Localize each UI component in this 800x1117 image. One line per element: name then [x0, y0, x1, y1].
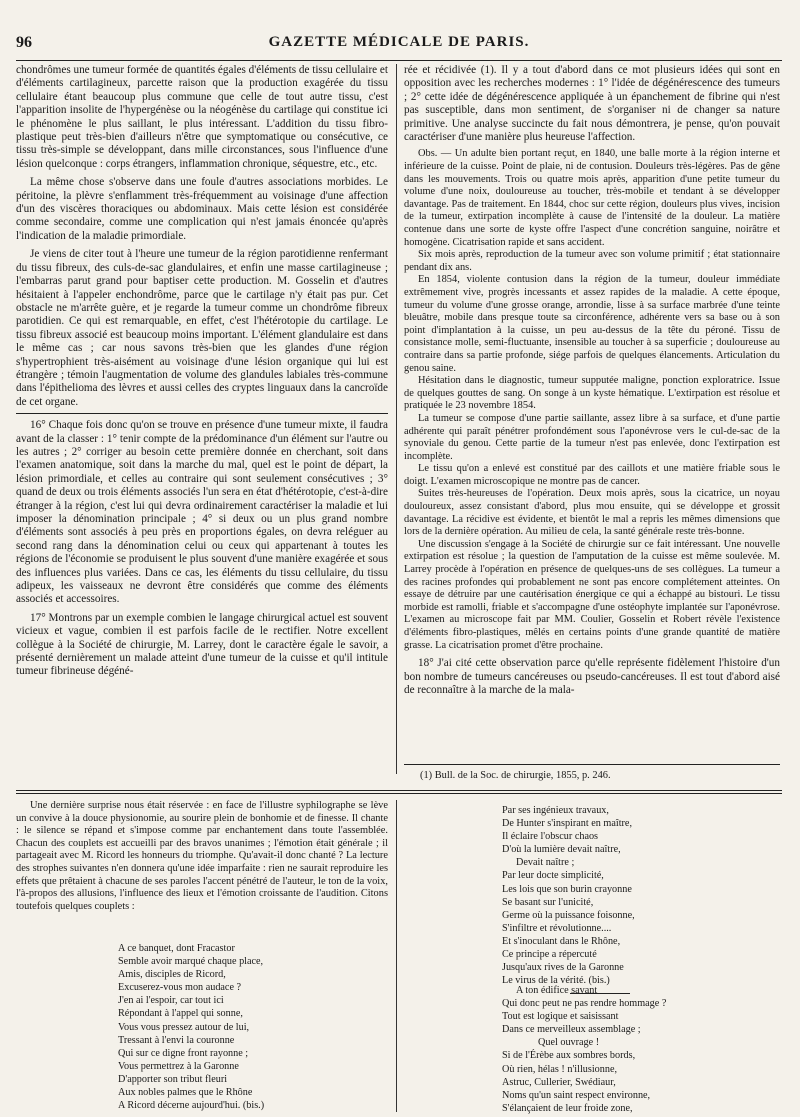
- page-header: [16, 34, 782, 58]
- verse-line: Par ses ingénieux travaux,: [502, 805, 609, 816]
- observation-paragraph: La tumeur se compose d'une partie saillante, assez libre à sa surface, et d'une partie adhérente qui paraît pénétrer profondément sous l'aponévrose vers le cul-de-sac de la synoviale du genou. Cette partie de la tumeur n'est pas enlevée, donc l'extirpation est incomplète.: [404, 412, 780, 462]
- paragraph: chondrômes une tumeur formée de quantités égales d'éléments de tissu cellulaire et d'éléments cartilagineux, parcette raison que la production exagérée du tissu cellulaire étant beaucoup plus commune que celle de tout autre tissu, c'est l'apparition insolite de l'hypergénèse ou la néogénèse du cartilage qui constitue ici le phénomène le plus saillant, le plus intéressant. L'addition du tissu fibro-plastique peut très-bien d'ailleurs n'être que symptomatique ou consécutive, ce tissu très-simple se développant, dans mille circonstances, sous l'influence d'une lésion quelconque : corps étrangers, inflammation chronique, séquestre, etc., etc.: [16, 64, 389, 170]
- verse-line: Dans ce merveilleux assemblage ;: [502, 1024, 641, 1036]
- left-column: [16, 64, 388, 679]
- verse-line: Astruc, Cullerier, Swédiaur,: [502, 1076, 616, 1088]
- feuilleton-paragraph: Une dernière surprise nous était réservée : en face de l'illustre syphilographe se lève un convive à la douce physionomie, au sourire plein de bonhomie et de finesse. Il chante : le silence se répand et s'impose comme par enchantement dans toute l'assemblée. Chacun des couplets est accueilli par des bravos unanimes ; l'émotion était générale ; il partageait avec M. Ricord les honneurs du triomphe. Qu'avait-il donc chanté ? La lecture des strophes suivantes n'en donnera qu'une idée imparfaite : rien ne saurait reproduire les effets que prêtaient à chacune de ses paroles l'accent pénétré de l'auteur, le ton de la voix, l'à-propos des allusions, l'influence des lieux et l'émotion croissante de l'audition. Citons toutefois quelques couplets :: [16, 800, 388, 912]
- journal-title: GAZETTE MÉDICALE DE PARIS.: [268, 34, 530, 50]
- observation-block: [404, 148, 780, 652]
- footnote: (1) Bull. de la Soc. de chirurgie, 1855, p. 246.: [420, 770, 611, 781]
- verse-line: A Ricord décerne aujourd'hui. (bis.): [118, 1100, 265, 1112]
- verse-line: D'apporter son tribut fleuri: [118, 1073, 228, 1085]
- verse-line: Semble avoir marqué chaque place,: [118, 956, 264, 968]
- verse-line: Jusqu'aux rives de la Garonne: [502, 962, 624, 974]
- verse-line: Germe où la puissance foisonne,: [502, 909, 635, 921]
- verse-line: Ce principe a répercuté: [502, 949, 597, 961]
- paragraph: Je viens de citer tout à l'heure une tumeur de la région parotidienne renfermant du tissu fibreux, des culs-de-sac glandulaires, et enfin une masse cartilagineuse ; l'embarras parut grand pour baptiser cette production. M. Gosselin et d'autres hésitaient à l'appeler enchondrôme, parce que le cartilage n'y était pas pur. Cet obstacle ne m'arrête guère, et je regarde la tumeur comme un chondrôme fibreux parotidien. Ce qui est remarquable, en effet, c'est l'hétérotopie du cartilage. Le tissu fibreux associé est beaucoup moins important. L'élément glandulaire est dans le même cas ; car nous savons très-bien que les glandes d'une région s'hypertrophient très-aisément au voisinage d'une lésion organique qui lui est étrangère ; témoin l'augmentation de volume des glandules labiales très-commune dans l'épithelioma des lèvres et aussi celles des cryptes linguaux dans la cancroïde de cet organe.: [16, 248, 388, 408]
- verse-line: Devait naître ;: [516, 857, 575, 869]
- verse-line: S'infiltre et révolutionne....: [502, 922, 612, 934]
- verse-line: Le virus de la vérité. (bis.): [502, 975, 610, 987]
- observation-paragraph: En 1854, violente contusion dans la région de la tumeur, douleur immédiate extrêmement vive, progrès incessants et assez rapides de la maladie. A cette époque, tumeur du volume d'une grosse orange, arrondie, lisse à sa surface marbrée d'une teinte bleuâtre, mobile dans presque toute sa circonférence, adhérente vers sa base ou à son point d'implantation à la cuisse, un peu au-dessus de la tête du péroné. Tissu de consistance molle, semi-fluctuante, insensible au toucher à sa superficie ; douloureuse au contraire dans sa partie profonde, siége parfois de quelques élancements. Articulation du genou saine.: [404, 274, 780, 374]
- observation-paragraph: Obs. — Un adulte bien portant reçut, en 1840, une balle morte à la région interne et inférieure de la cuisse. Point de plaie, ni de contusion. Douleurs très-légères. Pas de gêne dans les mouvements. Trois ou quatre mois après, apparition d'une petite tumeur du volume d'une noix, douloureuse au toucher, très-mobile et tendant à se développer davantage. Pas de traitement. En 1844, choc sur cette région, douleurs plus vives, incision de la tumeur, extirpation incomplète à cause de l'intensité de la douleur. La matière contenue dans une sorte de kyste offre l'aspect d'une concrétion sanguine, noirâtre et homogène. Cicatrisation rapide et sans accident.: [404, 148, 780, 248]
- verse-line: Se basant sur l'unicité,: [502, 896, 594, 908]
- verse-line: Et s'inoculant dans le Rhône,: [502, 935, 621, 947]
- feuilleton-divider: [396, 800, 397, 1112]
- paragraph: 18° J'ai cité cette observation parce qu'elle représente fidèlement l'histoire d'un bon nombre de tumeurs cancéreuses ou pseudo-cancéreuses. Il est tout d'abord aisé de reconnaître à la marche de la mala-: [404, 657, 780, 696]
- verse-line: Aux nobles palmes que le Rhône: [118, 1087, 253, 1099]
- feuilleton-prose: [16, 800, 388, 913]
- paragraph: La même chose s'observe dans une foule d'autres associations morbides. Le péritoine, la plèvre s'enflamment très-fréquemment au voisinage d'une affection d'un des viscères thoraciques ou abdominaux. Mais cette lésion est considérée comme secondaire, comme une complication qui n'est jamais énoncée qu'après l'indication de la maladie primordiale.: [16, 176, 388, 242]
- stanza-1: [118, 942, 388, 1112]
- verse-line: Répondant à l'appel qui sonne,: [118, 1008, 243, 1020]
- observation-paragraph: Le tissu qu'on a enlevé est constitué par des caillots et une matière friable sous le doigt. L'examen microscopique ne montre pas de cancer.: [404, 463, 780, 487]
- footnote-rule: [404, 764, 780, 765]
- verse-line: Où rien, hélas ! n'illusionne,: [502, 1063, 618, 1075]
- verse-line: Il éclaire l'obscur chaos: [502, 831, 599, 843]
- verse-line: Par leur docte simplicité,: [502, 870, 604, 882]
- observation-paragraph: Hésitation dans le diagnostic, tumeur supputée maligne, ponction exploratrice. Issue de quelques gouttes de sang. On songe à un kyste hématique. L'extirpation est résolue et pratiquée le 23 novembre 1854.: [404, 375, 780, 412]
- feuilleton-rule: [16, 790, 782, 791]
- stanza-3: [502, 984, 782, 1115]
- column-divider: [396, 64, 397, 774]
- verse-line: Tressant à l'envi la couronne: [118, 1034, 235, 1046]
- verse-line: Vous permettrez à la Garonne: [118, 1060, 239, 1072]
- verse-line: S'élançaient de leur froide zone,: [502, 1102, 633, 1114]
- verse-line: J'en ai l'espoir, car tout ici: [118, 995, 224, 1007]
- verse-line: Si de l'Érèbe aux sombres bords,: [502, 1050, 636, 1062]
- section-rule: [16, 413, 388, 414]
- verse-line: Excuserez-vous mon audace ?: [118, 982, 242, 994]
- right-column: [404, 64, 780, 697]
- verse-line: A ton édifice savant: [516, 985, 598, 996]
- feuilleton-rule-2: [16, 793, 782, 794]
- header-rule: [16, 60, 782, 61]
- verse-line: Amis, disciples de Ricord,: [118, 969, 226, 981]
- verse-line: Quel ouvrage !: [538, 1037, 600, 1049]
- verse-line: D'où la lumière devait naître,: [502, 844, 621, 856]
- paragraph: 16° Chaque fois donc qu'on se trouve en présence d'une tumeur mixte, il faudra avant de la classer : 1° tenir compte de la prédominance d'un élément sur l'autre ou les autres ; 2° corriger au besoin cette première donnée en cherchant, soit dans l'examen anatomique, soit dans la marche du mal, quel est le point de départ, la lésion primordiale, et celles au contraire qui sont seulement consécutives ; 3° quand de deux ou trois éléments associés l'un sera en état d'hétérotopie, c'est-à-dire étranger à la région, c'est lui qui devra ordinairement caractériser la maladie et lui imposer la dénomination principale ; 4° si deux ou un plus grand nombre d'éléments sont associés à peu près en proportions égales, on devra reléguer au second rang dans la dénomination celui ou ceux qui appartenant à toutes les régions de l'économie se produisent le plus souvent d'une manière exagérée et sous des influences plus variées. Dans ce cas, les éléments du tissu cellulaire, du tissu adipeux, les vaisseaux ne devront être considérés que comme des éléments associés et accessoires.: [16, 419, 388, 606]
- verse-line: Qui sur ce digne front rayonne ;: [118, 1047, 249, 1059]
- verse-line: Tout est logique et saisissant: [502, 1011, 619, 1023]
- verse-line: Qui donc peut ne pas rendre hommage ?: [502, 998, 667, 1010]
- verse-line: Vous vous pressez autour de lui,: [118, 1021, 250, 1033]
- verse-line: Les lois que son burin crayonne: [502, 883, 632, 895]
- paragraph: 17° Montrons par un exemple combien le langage chirurgical actuel est souvent vicieux et vague, combien il est parfois facile de le rectifier. Notre excellent collègue à la Société de chirurgie, M. Larrey, dont le caractère égale le savoir, a présenté dernièrement un malade atteint d'une tumeur de la cuisse et qu'il intitule tumeur fibrineuse dégéné-: [16, 611, 388, 678]
- verse-line: A ce banquet, dont Fracastor: [118, 943, 235, 954]
- observation-paragraph: Six mois après, reproduction de la tumeur avec son volume primitif ; état stationnaire pendant dix ans.: [404, 249, 780, 273]
- stanza-2: [502, 804, 782, 987]
- verse-line: Noms qu'un saint respect environne,: [502, 1089, 651, 1101]
- verse-line: De Hunter s'inspirant en maître,: [502, 818, 632, 830]
- paragraph: rée et récidivée (1). Il y a tout d'abord dans ce mot plusieurs idées qui sont en opposition avec les recherches modernes : 1° l'idée de dégénérescence des tumeurs ; 2° cette idée de dégénérescence appliquée à un épanchement de fibrine qui n'est pas susceptible, dans mon sentiment, de s'organiser ni de changer sa nature primitive. Une analyse succincte du fait nous démontrera, je pense, qu'on pouvait caractériser d'une manière plus heureuse l'affection.: [404, 64, 780, 144]
- page-number: 96: [16, 34, 32, 51]
- observation-paragraph: Une discussion s'engage à la Société de chirurgie sur ce fait intéressant. Une nouvelle extirpation est résolue ; la question de l'amputation de la cuisse est même soulevée. M. Larrey procède à l'opération en présence de quelques-uns de ses collègues. La tumeur a des racines profondes qui probablement ne sont pas encore complétement atteintes. On essaye de détruire par une cautérisation énergique ce qui a échappé au bistouri. Le tissu morbide est ramolli, friable et s'accompagne d'une ostéophyte implantée sur l'aponévrose. L'examen au microscope fait par MM. Coulier, Gosselin et Robert révèle l'existence d'éléments fibro-plastiques, mêlés en certains points d'une grande quantité de matière grasse. La cicatrisation promet d'être prochaine.: [404, 538, 780, 651]
- observation-paragraph: Suites très-heureuses de l'opération. Deux mois après, sous la cicatrice, un noyau douloureux, assez consistant d'abord, plus mou ensuite, qui se développe et grossit davantage. La récidive est évidente, et bientôt le mal a repris les mêmes dimensions que lors de la dernière opération. Au milieu de cela, la santé générale reste très-bonne.: [404, 488, 780, 538]
